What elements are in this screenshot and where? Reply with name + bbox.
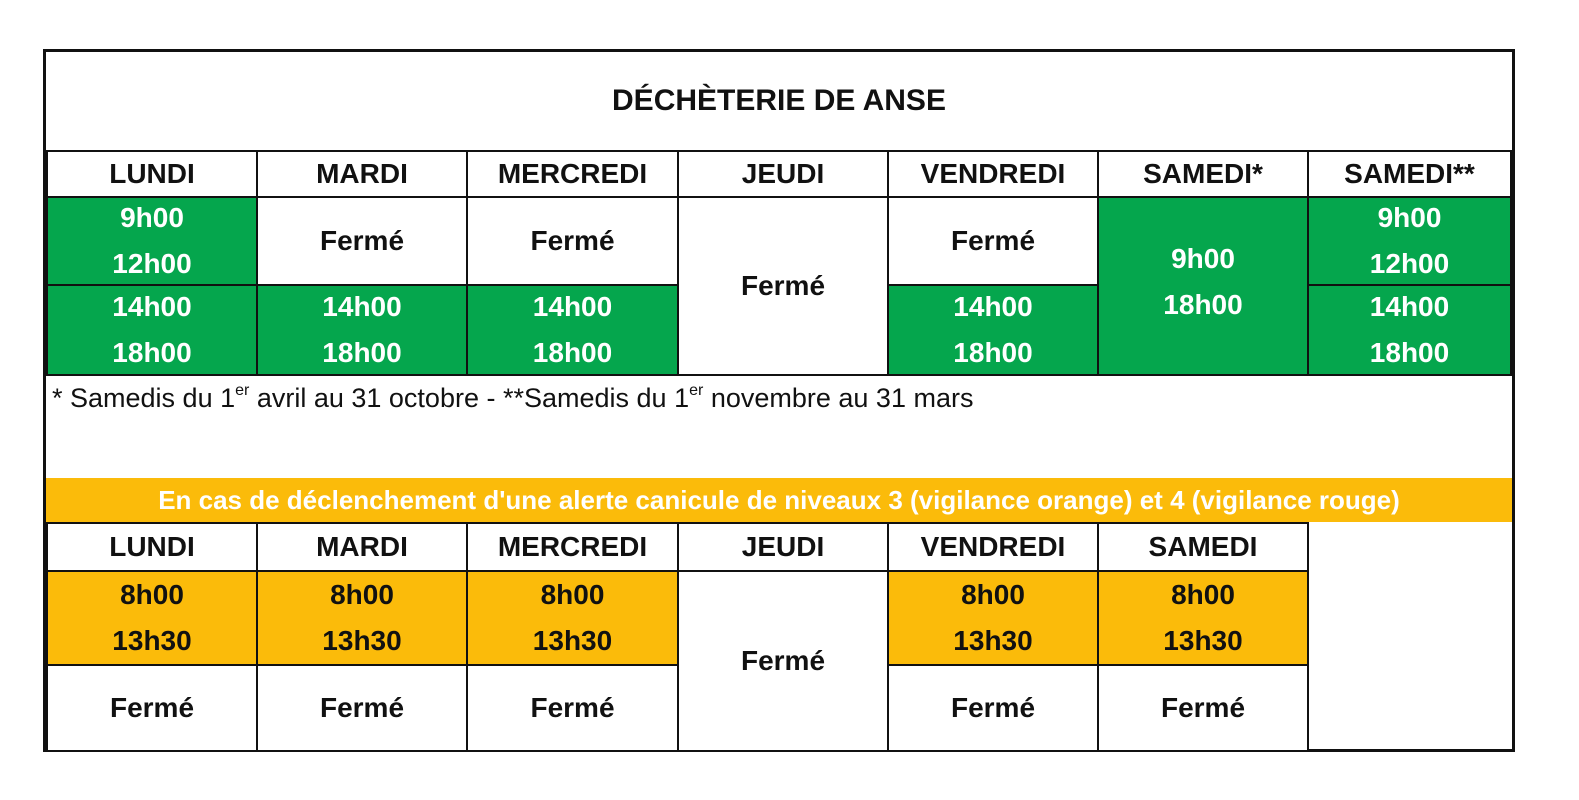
- time-open: 14h00: [322, 291, 402, 322]
- lundi-morning: [46, 196, 258, 286]
- time-open: 8h00: [961, 579, 1025, 610]
- footnote-text: novembre au 31 mars: [703, 383, 974, 413]
- footnote-superscript: er: [235, 382, 250, 399]
- time-close: 18h00: [112, 337, 192, 368]
- canicule-mercredi-closed: Fermé: [466, 664, 679, 752]
- time-open: 14h00: [1369, 291, 1450, 322]
- time-open: 8h00: [330, 579, 394, 610]
- canicule-mercredi-hours: [466, 570, 679, 666]
- footnote: [52, 382, 973, 414]
- samedi-winter-morning: [1307, 196, 1512, 286]
- mardi-morning: Fermé: [256, 196, 468, 286]
- header-vendredi: VENDREDI: [887, 150, 1099, 198]
- header-samedi-2: SAMEDI**: [1307, 150, 1512, 198]
- header-jeudi: JEUDI: [677, 150, 889, 198]
- mardi-afternoon: [256, 284, 468, 376]
- time-close: 12h00: [1369, 248, 1450, 279]
- canicule-vendredi-hours: [887, 570, 1099, 666]
- canicule-vendredi-closed: Fermé: [887, 664, 1099, 752]
- footnote-superscript: er: [689, 382, 704, 399]
- header-mardi: MARDI: [256, 150, 468, 198]
- canicule-header-lundi: LUNDI: [46, 522, 258, 572]
- mercredi-afternoon: [466, 284, 679, 376]
- time-close: 13h30: [1163, 625, 1243, 656]
- time-close: 12h00: [112, 248, 192, 279]
- vendredi-morning: Fermé: [887, 196, 1099, 286]
- footnote-text: avril au 31 octobre - **Samedis du 1: [249, 383, 690, 413]
- samedi-winter-afternoon: [1307, 284, 1512, 376]
- time-open: 14h00: [532, 291, 613, 322]
- canicule-lundi-hours: [46, 570, 258, 666]
- time-open: 8h00: [120, 579, 184, 610]
- time-close: 13h30: [322, 625, 402, 656]
- canicule-header-jeudi: JEUDI: [677, 522, 889, 572]
- canicule-header-samedi: SAMEDI: [1097, 522, 1309, 572]
- canicule-header-vendredi: VENDREDI: [887, 522, 1099, 572]
- canicule-header-mercredi: MERCREDI: [466, 522, 679, 572]
- canicule-mardi-hours: [256, 570, 468, 666]
- time-close: 18h00: [1369, 337, 1450, 368]
- time-open: 8h00: [540, 579, 605, 610]
- lundi-afternoon: [46, 284, 258, 376]
- time-open: 9h00: [1377, 202, 1442, 233]
- heatwave-alert-banner: En cas de déclenchement d'une alerte canicule de niveaux 3 (vigilance orange) et 4 (vigilance rouge): [46, 478, 1512, 522]
- header-mercredi: MERCREDI: [466, 150, 679, 198]
- canicule-jeudi-closed: Fermé: [677, 570, 889, 752]
- time-close: 13h30: [532, 625, 613, 656]
- samedi-summer-hours: [1097, 196, 1309, 376]
- time-close: 18h00: [532, 337, 613, 368]
- time-open: 8h00: [1171, 579, 1235, 610]
- canicule-samedi-hours: [1097, 570, 1309, 666]
- time-close: 18h00: [322, 337, 402, 368]
- jeudi-closed: Fermé: [677, 196, 889, 376]
- header-lundi: LUNDI: [46, 150, 258, 198]
- time-open: 14h00: [112, 291, 192, 322]
- canicule-mardi-closed: Fermé: [256, 664, 468, 752]
- page-title: DÉCHÈTERIE DE ANSE: [612, 84, 946, 117]
- schedule-table: [43, 49, 1515, 752]
- canicule-lundi-closed: Fermé: [46, 664, 258, 752]
- time-open: 14h00: [953, 291, 1033, 322]
- mercredi-morning: Fermé: [466, 196, 679, 286]
- time-close: 18h00: [1163, 289, 1243, 320]
- time-close: 18h00: [953, 337, 1033, 368]
- canicule-header-mardi: MARDI: [256, 522, 468, 572]
- time-open: 9h00: [1171, 243, 1235, 274]
- footnote-text: * Samedis du 1: [52, 383, 236, 413]
- canicule-samedi-closed: Fermé: [1097, 664, 1309, 752]
- header-samedi-1: SAMEDI*: [1097, 150, 1309, 198]
- time-close: 13h30: [953, 625, 1033, 656]
- time-open: 9h00: [120, 202, 184, 233]
- time-close: 13h30: [112, 625, 192, 656]
- vendredi-afternoon: [887, 284, 1099, 376]
